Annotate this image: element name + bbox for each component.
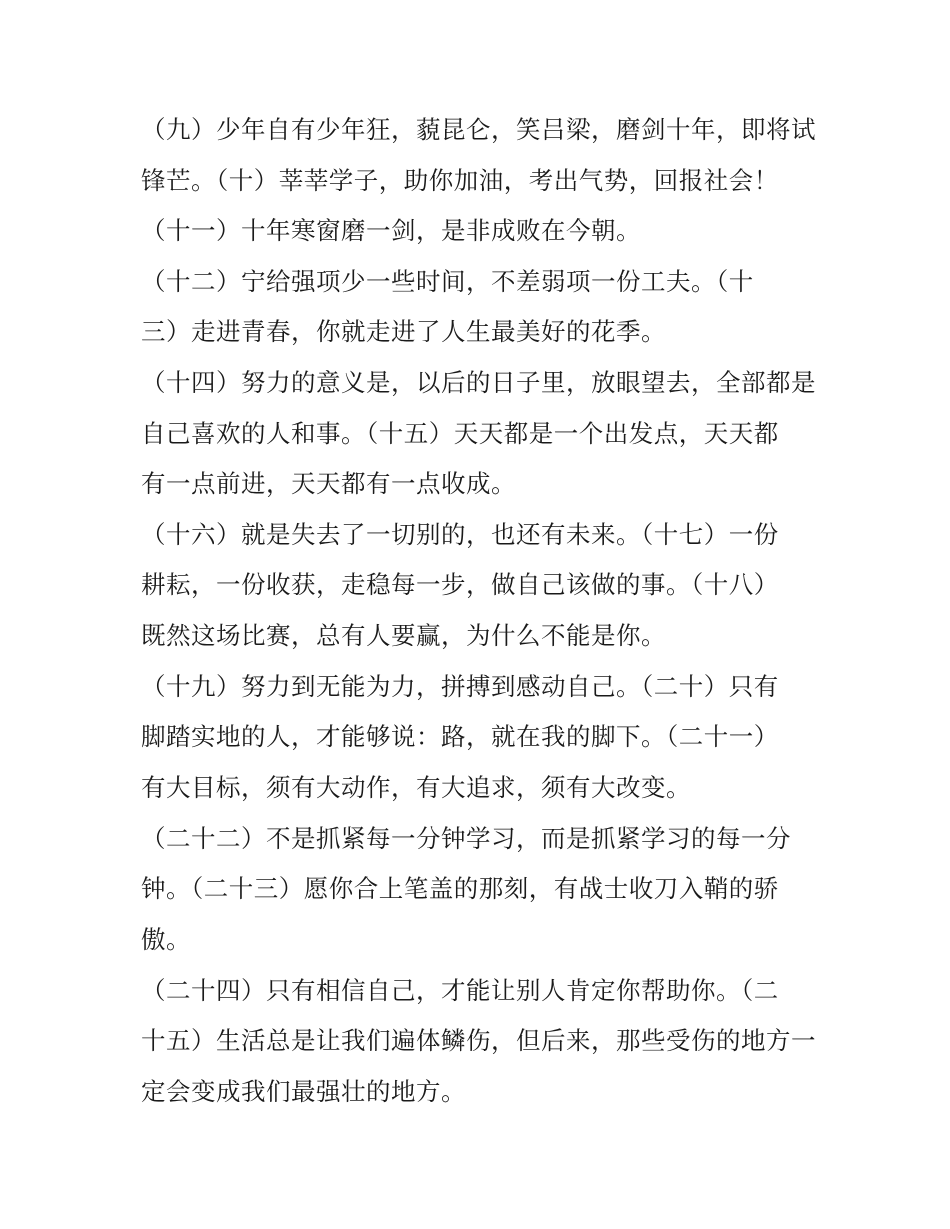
text-line: （十九）努力到无能为力，拼搏到感动自己。（二十）只有 xyxy=(141,672,779,701)
text-line: 三）走进青春，你就走进了人生最美好的花季。 xyxy=(141,317,666,346)
text-line: 钟。（二十三）愿你合上笔盖的那刻，有战士收刀入鞘的骄 xyxy=(141,874,779,903)
text-line: 自己喜欢的人和事。（十五）天天都是一个出发点，天天都 xyxy=(141,419,779,448)
text-line: （十一）十年寒窗磨一剑，是非成败在今朝。 xyxy=(141,216,641,245)
text-line: 耕耘，一份收获，走稳每一步，做自己该做的事。（十八） xyxy=(141,570,779,599)
text-line: （二十四）只有相信自己，才能让别人肯定你帮助你。（二 xyxy=(141,976,779,1005)
text-line: 傲。 xyxy=(141,925,191,954)
text-line: （二十二）不是抓紧每一分钟学习，而是抓紧学习的每一分 xyxy=(141,824,791,853)
text-line: 有一点前进，天天都有一点收成。 xyxy=(141,469,516,498)
text-line: 锋芒。（十）莘莘学子，助你加油，考出气势，回报社会！ xyxy=(141,166,779,195)
text-line: 有大目标，须有大动作，有大追求，须有大改变。 xyxy=(141,773,691,802)
text-line: （九）少年自有少年狂，藐昆仑，笑吕梁，磨剑十年，即将试 xyxy=(141,115,816,144)
text-line: 定会变成我们最强壮的地方。 xyxy=(141,1077,466,1106)
text-line: （十二）宁给强项少一些时间，不差弱项一份工夫。（十 xyxy=(141,267,754,296)
text-line: （十六）就是失去了一切别的，也还有未来。（十七）一份 xyxy=(141,520,779,549)
text-line: （十四）努力的意义是，以后的日子里，放眼望去，全部都是 xyxy=(141,368,816,397)
text-line: 既然这场比赛，总有人要赢，为什么不能是你。 xyxy=(141,621,666,650)
text-line: 十五）生活总是让我们遍体鳞伤，但后来，那些受伤的地方一 xyxy=(141,1026,816,1055)
text-line: 脚踏实地的人，才能够说：路，就在我的脚下。（二十一） xyxy=(141,722,779,751)
